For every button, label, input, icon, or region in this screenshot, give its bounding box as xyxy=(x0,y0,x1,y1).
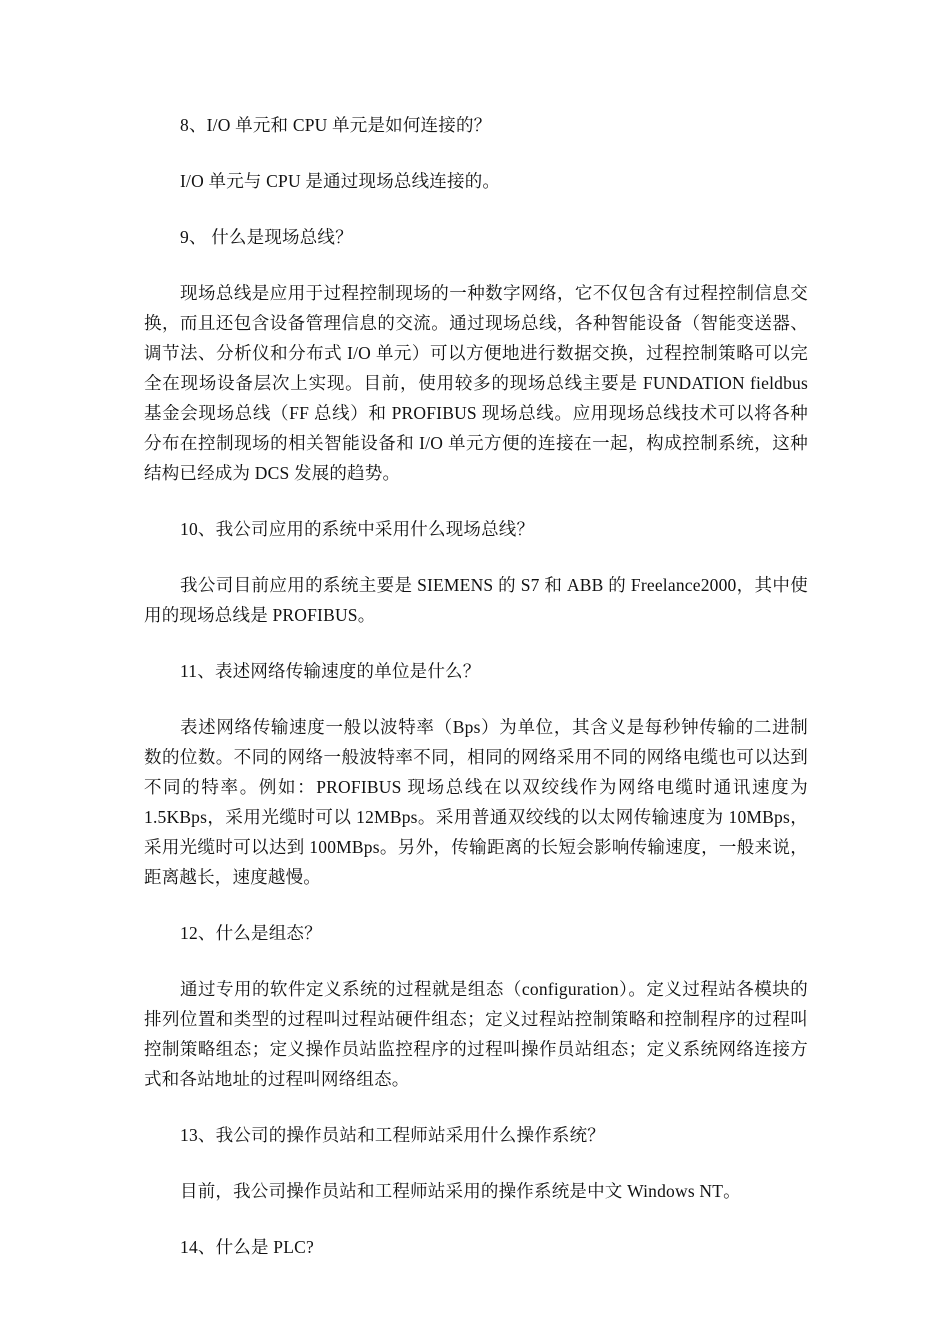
document-body xyxy=(144,110,808,1288)
question-10: 10、我公司应用的系统中采用什么现场总线？ xyxy=(180,519,535,539)
answer-12: 通过专用的软件定义系统的过程就是组态（configuration）。定义过程站各模块的排列位置和类型的过程叫过程站硬件组态；定义过程站控制策略和控制程序的过程叫控制策略组态；定义操作员站监控程序的过程叫操作员站组态；定义系统网络连接方式和各站地址的过程叫网络组态。 xyxy=(144,979,808,1089)
question-14: 14、什么是 PLC? xyxy=(180,1237,314,1257)
answer-10: 我公司目前应用的系统主要是 SIEMENS 的 S7 和 ABB 的 Freelance2000，其中使用的现场总线是 PROFIBUS。 xyxy=(144,575,808,625)
answer-8: I/O 单元与 CPU 是通过现场总线连接的。 xyxy=(180,171,501,191)
question-11: 11、表述网络传输速度的单位是什么？ xyxy=(180,661,481,681)
question-9: 9、 什么是现场总线？ xyxy=(180,227,353,247)
answer-13: 目前，我公司操作员站和工程师站采用的操作系统是中文 Windows NT。 xyxy=(180,1181,741,1201)
answer-11: 表述网络传输速度一般以波特率（Bps）为单位，其含义是每秒钟传输的二进制数的位数。不同的网络一般波特率不同，相同的网络采用不同的网络电缆也可以达到不同的特率。例如：PROFIBUS 现场总线在以双绞线作为网络电缆时通讯速度为 1.5KBps，采用光缆时可以 12MBps。采用普通双绞线的以太网传输速度为 10MBps，采用光缆时可以达到 100MBps。另外，传输距离的长短会影响传输速度，一般来说，距离越长，速度越慢。 xyxy=(144,717,808,887)
question-8: 8、I/O 单元和 CPU 单元是如何连接的？ xyxy=(180,115,492,135)
answer-9: 现场总线是应用于过程控制现场的一种数字网络，它不仅包含有过程控制信息交换，而且还包含设备管理信息的交流。通过现场总线，各种智能设备（智能变送器、调节法、分析仪和分布式 I/O 单元）可以方便地进行数据交换，过程控制策略可以完全在现场设备层次上实现。目前，使用较多的现场总线主要是 FUNDATION fieldbus 基金会现场总线（FF 总线）和 PROFIBUS 现场总线。应用现场总线技术可以将各种分布在控制现场的相关智能设备和 I/O 单元方便的连接在一起，构成控制系统，这种结构已经成为 DCS 发展的趋势。 xyxy=(144,283,808,483)
question-13: 13、我公司的操作员站和工程师站采用什么操作系统？ xyxy=(180,1125,605,1145)
question-12: 12、什么是组态？ xyxy=(180,923,322,943)
